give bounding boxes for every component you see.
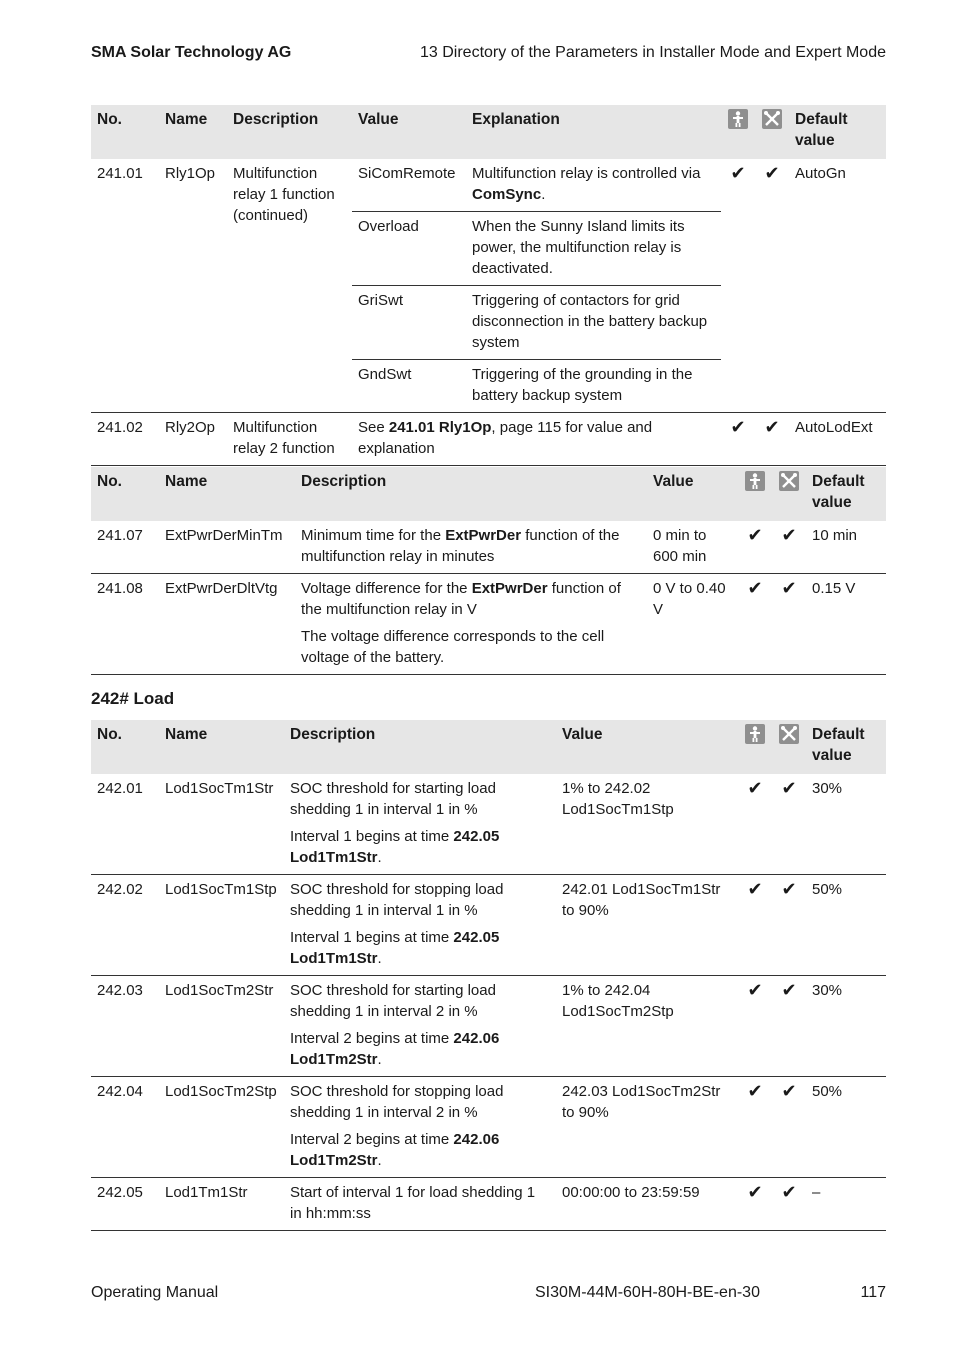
param-value: 1% to 242.02 Lod1SocTm1Stp [556,774,738,875]
table-row [91,521,886,574]
col-default: Default value [789,105,886,159]
check-icon: ✔ [738,521,772,574]
param-name: Lod1SocTm1Stp [159,875,284,976]
ext-power-table [91,467,886,675]
option-value: SiComRemote [352,159,466,212]
check-icon: ✔ [755,413,789,466]
col-name: Name [159,720,284,774]
param-description: Multifunction relay 1 function (continued) [227,159,352,413]
param-no: 242.02 [91,875,159,976]
param-description: SOC threshold for starting load shedding 1 in interval 2 in % Interval 2 begins at time 242.06 Lod1Tm2Str. [284,976,556,1077]
param-name: Lod1Tm1Str [159,1178,284,1231]
param-value: 00:00:00 to 23:59:59 [556,1178,738,1231]
col-value: Value [556,720,738,774]
check-icon: ✔ [772,875,806,976]
param-description: Voltage difference for the ExtPwrDer function of the multifunction relay in V The voltage difference corresponds to the cell voltage of the battery. [295,574,647,675]
col-installer [738,720,772,774]
col-expert [755,105,789,159]
param-no: 241.02 [91,413,159,466]
installer-mode-icon [745,724,765,744]
option-explanation: When the Sunny Island limits its power, the multifunction relay is deactivated. [466,212,721,286]
table-row [91,976,886,1077]
check-icon: ✔ [755,159,789,413]
col-name: Name [159,467,295,521]
param-value: See 241.01 Rly1Op, page 115 for value and explanation [352,413,721,466]
check-icon: ✔ [738,574,772,675]
param-value: 242.01 Lod1SocTm1Str to 90% [556,875,738,976]
param-no: 241.01 [91,159,159,413]
option-explanation: Triggering of the grounding in the battery backup system [466,360,721,413]
param-value: 0 min to 600 min [647,521,738,574]
table-row [91,774,886,875]
option-value: Overload [352,212,466,286]
param-description: SOC threshold for stopping load shedding 1 in interval 1 in % Interval 1 begins at time 242.05 Lod1Tm1Str. [284,875,556,976]
load-table [91,720,886,1231]
installer-mode-icon [745,471,765,491]
param-name: Rly2Op [159,413,227,466]
check-icon: ✔ [738,774,772,875]
footer-doc-id: SI30M-44M-60H-80H-BE-en-30 [535,1284,760,1301]
check-icon: ✔ [721,159,755,413]
param-default: 50% [806,1077,886,1178]
col-description: Description [227,105,352,159]
footer-manual-label: Operating Manual [91,1284,219,1301]
table-row [91,875,886,976]
col-expert [772,467,806,521]
col-description: Description [295,467,647,521]
check-icon: ✔ [772,521,806,574]
table-row [91,1178,886,1231]
table-header-row [91,105,886,159]
col-description: Description [284,720,556,774]
table-row [91,413,886,466]
param-default: 30% [806,774,886,875]
col-installer [721,105,755,159]
param-default: 30% [806,976,886,1077]
param-value: 242.03 Lod1SocTm2Str to 90% [556,1077,738,1178]
param-value: 0 V to 0.40 V [647,574,738,675]
section-title: 242# Load [91,689,175,708]
param-value: 1% to 242.04 Lod1SocTm2Stp [556,976,738,1077]
table-header-row [91,720,886,774]
option-value: GriSwt [352,286,466,360]
page-number: 117 [860,1284,886,1301]
param-no: 241.08 [91,574,159,675]
company-name: SMA Solar Technology AG [91,44,292,61]
col-no: No. [91,720,159,774]
relay-function-table [91,105,886,466]
param-no: 242.04 [91,1077,159,1178]
param-default: – [806,1178,886,1231]
installer-mode-icon [728,109,748,129]
check-icon: ✔ [738,1178,772,1231]
col-name: Name [159,105,227,159]
expert-mode-icon [762,109,782,129]
check-icon: ✔ [738,976,772,1077]
check-icon: ✔ [772,1178,806,1231]
param-description: SOC threshold for stopping load shedding 1 in interval 2 in % Interval 2 begins at time 242.06 Lod1Tm2Str. [284,1077,556,1178]
param-default: 50% [806,875,886,976]
table-row [91,159,886,212]
param-default: 0.15 V [806,574,886,675]
check-icon: ✔ [772,574,806,675]
col-value: Value [647,467,738,521]
check-icon: ✔ [772,1077,806,1178]
option-explanation: Triggering of contactors for grid disconnection in the battery backup system [466,286,721,360]
param-description: SOC threshold for starting load shedding 1 in interval 1 in % Interval 1 begins at time 242.05 Lod1Tm1Str. [284,774,556,875]
option-value: GndSwt [352,360,466,413]
option-explanation: Multifunction relay is controlled via ComSync. [466,159,721,212]
col-default: Default value [806,720,886,774]
param-name: ExtPwrDerDltVtg [159,574,295,675]
check-icon: ✔ [738,875,772,976]
col-installer [738,467,772,521]
param-name: Lod1SocTm2Stp [159,1077,284,1178]
col-no: No. [91,467,159,521]
expert-mode-icon [779,471,799,491]
param-description: Multifunction relay 2 function [227,413,352,466]
check-icon: ✔ [772,976,806,1077]
chapter-title: 13 Directory of the Parameters in Installer Mode and Expert Mode [420,44,886,61]
param-no: 242.05 [91,1178,159,1231]
table-header-row [91,467,886,521]
check-icon: ✔ [772,774,806,875]
table-row [91,574,886,675]
col-expert [772,720,806,774]
col-value: Value [352,105,466,159]
param-no: 242.01 [91,774,159,875]
param-name: Rly1Op [159,159,227,413]
param-no: 241.07 [91,521,159,574]
param-default: AutoLodExt [789,413,886,466]
col-no: No. [91,105,159,159]
param-description: Start of interval 1 for load shedding 1 in hh:mm:ss [284,1178,556,1231]
col-default: Default value [806,467,886,521]
check-icon: ✔ [738,1077,772,1178]
param-name: Lod1SocTm1Str [159,774,284,875]
param-default: AutoGn [789,159,886,413]
col-explanation: Explanation [466,105,721,159]
table-row [91,1077,886,1178]
param-name: Lod1SocTm2Str [159,976,284,1077]
check-icon: ✔ [721,413,755,466]
expert-mode-icon [779,724,799,744]
param-name: ExtPwrDerMinTm [159,521,295,574]
param-default: 10 min [806,521,886,574]
param-no: 242.03 [91,976,159,1077]
param-description: Minimum time for the ExtPwrDer function of the multifunction relay in minutes [295,521,647,574]
